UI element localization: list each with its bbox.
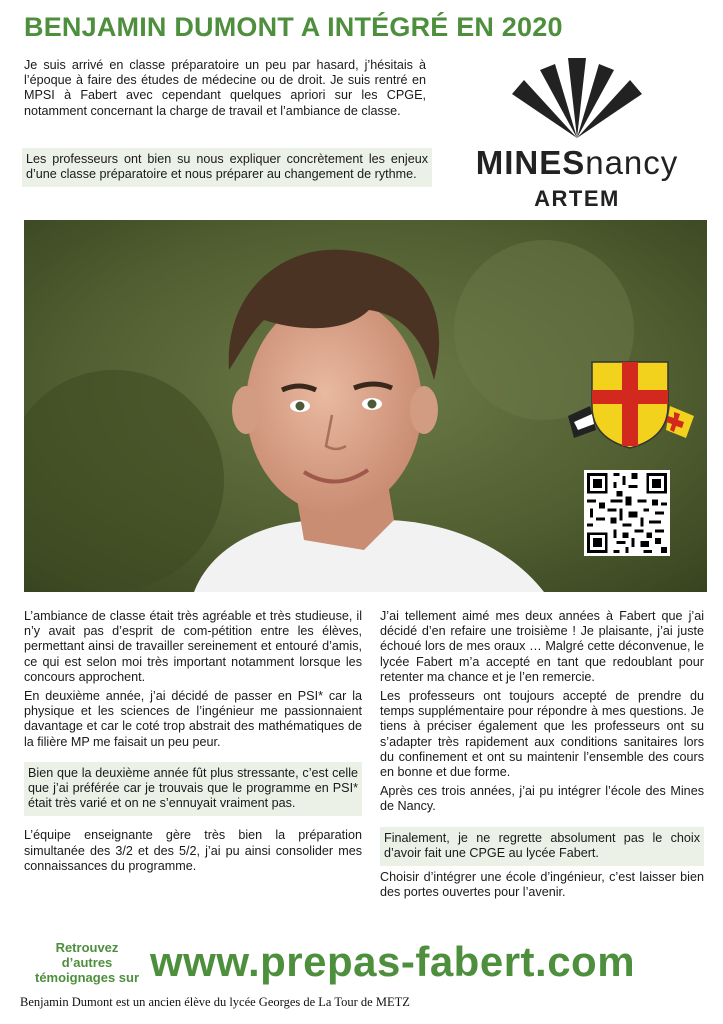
retrouvez-label — [22, 940, 152, 985]
page-title: BENJAMIN DUMONT A INTÉGRÉ EN 2020 — [24, 12, 563, 42]
logo-fan-icon — [452, 56, 702, 146]
right-paragraph-4: Choisir d’intégrer une école d’ingénieur, c’est laisser bien des portes ouvertes pour l’avenir. — [380, 870, 704, 900]
retrouvez-line-1: Retrouvez — [55, 940, 119, 955]
right-paragraph-1: J’ai tellement aimé mes deux années à Fabert que j’ai décidé d’en refaire une troisième ! Je plaisante, j’ai juste échoué lors de mes oraux … Malgré cette déconvenue, le lycée Fabert m’a accepté en tant que redoublant pour retenter ma chance et je l’en remercie. — [380, 609, 704, 684]
qr-code-icon — [584, 470, 670, 556]
right-paragraph-2: Les professeurs ont toujours accepté de prendre du temps supplémentaire pour répondre à mes questions. Je tiens à préciser également que les professeurs ont su s’adapter très rapidement aux conditions sanitaires lors du confinement et ont su maintenir l’ensemble des cours en bonne et due forme. — [380, 689, 704, 780]
left-column — [24, 609, 362, 874]
coat-of-arms-icon — [560, 358, 700, 450]
mines-nancy-logo-icon — [452, 56, 702, 216]
website-link[interactable]: www.prepas-fabert.com — [150, 938, 636, 985]
intro-paragraph: Je suis arrivé en classe préparatoire un peu par hasard, j’hésitais à l’époque à faire des études de médecine ou de droit. Je suis rentré en MPSI à Fabert avec cependant quelques apriori sur les CPGE, notamment concernant la charge de travail et l’ambiance de classe. — [24, 58, 426, 118]
left-paragraph-2: En deuxième année, j’ai décidé de passer en PSI* car la physique et les sciences de l’ingénieur me passionnaient davantage et car le coté trop abstrait des mathématiques de la filière MP me faisait un peu peur. — [24, 689, 362, 749]
logo-subtitle: ARTEM — [534, 186, 620, 211]
footer-note: Benjamin Dumont est un ancien élève du lycée Georges de La Tour de METZ — [20, 995, 410, 1009]
right-paragraph-3: Après ces trois années, j’ai pu intégrer l’école des Mines de Nancy. — [380, 784, 704, 814]
left-highlight: Bien que la deuxième année fût plus stressante, c’est celle que j’ai préférée car je trouvais que le programme en PSI* était très varié et on ne s’ennuyait vraiment pas. — [24, 762, 362, 817]
left-paragraph-1: L’ambiance de classe était très agréable et très studieuse, il n’y avait pas d’esprit de com-pétition entre les élèves, permettant ainsi de travailler sereinement et entouré d’amis, ce qui est selon moi très important notamment lorsque les concours approchent. — [24, 609, 362, 684]
intro-highlight: Les professeurs ont bien su nous expliquer concrètement les enjeux d’une classe préparatoire et nous préparer au changement de rythme. — [22, 148, 432, 187]
right-highlight: Finalement, je ne regrette absolument pas le choix d’avoir fait une CPGE au lycée Fabert. — [380, 827, 704, 866]
left-paragraph-3: L’équipe enseignante gère très bien la préparation simultanée des 3/2 et des 5/2, j’ai pu ainsi consolider mes connaissances du programme. — [24, 828, 362, 873]
logo-wordmark: MINESnancy — [475, 144, 679, 181]
retrouvez-line-3: témoignages sur — [34, 970, 140, 985]
right-column — [380, 609, 704, 900]
retrouvez-line-2: d’autres — [61, 955, 113, 970]
